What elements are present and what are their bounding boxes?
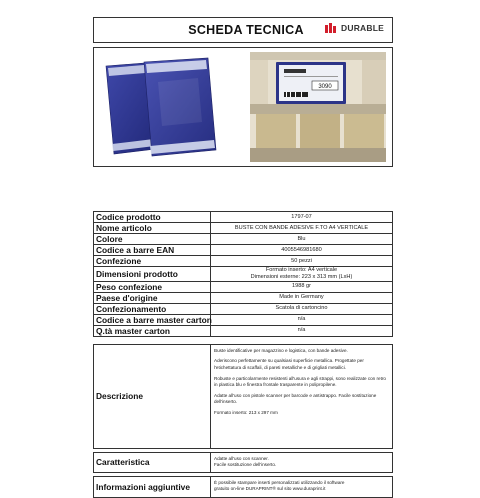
spec-value-line: BUSTE CON BANDE ADESIVE F.TO A4 VERTICALE [234,224,369,231]
spec-value [211,281,393,292]
spec-value [211,212,393,223]
features-section [93,452,393,473]
label-number: 3090 [318,84,332,90]
spec-value-line: n/a [297,327,306,334]
specs-table [93,211,393,337]
spec-value [211,234,393,245]
description-paragraph: Aderiscono perfettamente su qualsiasi superficie metallica. Progettate per l'etichettatura di scaffali, di pareti metalliche e di grigliati metallici. [214,358,364,370]
description-paragraph: Robuste e particolarmente resistenti all'usura e agli strappi, sono realizzate con retro in plastica blu e finestra frontale trasparente in polipropilene. [214,375,386,388]
spec-label: Codice a barre master carton [94,314,211,325]
spec-value-line: 4005546981680 [281,246,322,253]
spec-value-line: Scatola di cartoncino [275,305,328,312]
spec-label: Q.tà master carton [94,325,211,336]
spec-value [211,256,393,267]
additional-info-section [93,476,393,498]
features-label: Caratteristica [94,453,211,472]
spec-value [211,245,393,256]
spec-value-line: 50 pezzi [291,257,312,264]
spec-row [94,245,393,256]
description-paragraph: Buste identificative per magazzino e logistica, con bande adesive. [214,347,348,353]
spec-label: Codice prodotto [94,212,211,223]
spec-value [211,267,393,282]
spec-row [94,325,393,336]
spec-value-line: Formato inserto: A4 verticale [265,267,338,274]
description-paragraph: Formato inserto: 213 x 297 mm [214,410,278,416]
spec-label: Confezione [94,256,211,267]
spec-value [211,292,393,303]
brand-logo [325,23,384,33]
spec-value-line: n/a [297,316,306,323]
blue-pockets-image [98,52,233,162]
features-line: Adatte all'uso con scanner. [214,455,269,461]
spec-value [211,223,393,234]
additional-info-line: È possibile stampare inserti personalizzati utilizzando il software [214,479,345,485]
spec-label: Nome articolo [94,223,211,234]
header [93,17,393,43]
spec-value-line: Dimensioni esterne: 223 x 313 mm (LxH) [250,273,353,280]
additional-info-text [211,477,392,497]
spec-row [94,223,393,234]
product-images [93,47,393,167]
spec-label: Codice a barre EAN [94,245,211,256]
brand-name: DURABLE [341,23,384,33]
spec-label: Colore [94,234,211,245]
spec-label: Dimensioni prodotto [94,267,211,282]
spec-value-line: 1988 gr [292,283,311,290]
spec-row [94,292,393,303]
product-photo-pockets [98,52,233,162]
description-text [211,345,392,448]
features-line: Facile sostituzione dell'inserto. [214,461,277,467]
spec-row [94,303,393,314]
page-title: SCHEDA TECNICA [188,23,304,37]
spec-row [94,212,393,223]
brand-mark-icon [325,23,339,33]
spec-row [94,267,393,282]
description-label: Descrizione [94,345,211,448]
spec-label: Peso confezione [94,281,211,292]
datasheet [93,17,393,492]
description-paragraph: Adatte all'uso con pistole scanner per barcode e antistrappo. Facile sostituzione dell'inserto. [214,393,377,405]
spec-row [94,281,393,292]
spec-value-line: 1797-07 [291,213,312,220]
spec-value-line: Blu [297,235,306,242]
features-text [211,453,392,472]
spec-row [94,234,393,245]
spec-row [94,256,393,267]
spec-row [94,314,393,325]
warehouse-shelf-image [250,52,386,162]
additional-info-label: Informazioni aggiuntive [94,477,211,497]
spec-value [211,303,393,314]
description-section [93,344,393,449]
spec-label: Confezionamento [94,303,211,314]
spec-label: Paese d'origine [94,292,211,303]
spec-value-line: Made in Germany [279,294,324,301]
additional-info-line: gratuito on-line DURAPRINT® sul sito www.duraprint.it [214,485,326,491]
spec-value [211,314,393,325]
product-photo-warehouse [250,52,386,162]
spec-value [211,325,393,336]
